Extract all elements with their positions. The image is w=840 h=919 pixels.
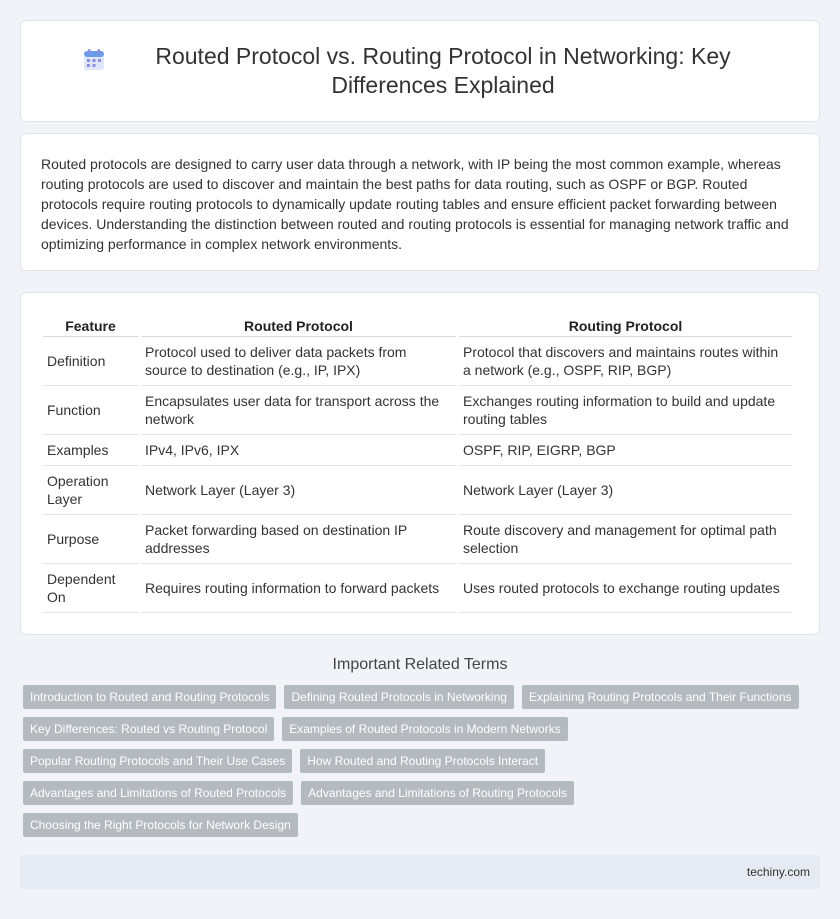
- title-wrap: [70, 42, 770, 100]
- row-feature: Dependent On: [43, 564, 138, 613]
- related-terms-section: [20, 656, 820, 845]
- related-term-tag[interactable]: Popular Routing Protocols and Their Use Cases: [23, 749, 292, 773]
- page-title: Routed Protocol vs. Routing Protocol in Networking: Key Differences Explained: [155, 43, 731, 98]
- table-row: [43, 466, 792, 515]
- row-routing: Network Layer (Layer 3): [459, 466, 792, 515]
- table-row: [43, 435, 792, 466]
- row-feature: Function: [43, 386, 138, 435]
- row-routed: Requires routing information to forward packets: [141, 564, 456, 613]
- related-term-tag[interactable]: How Routed and Routing Protocols Interact: [300, 749, 545, 773]
- related-term-tag[interactable]: Explaining Routing Protocols and Their Functions: [522, 685, 799, 709]
- related-term-tag[interactable]: Defining Routed Protocols in Networking: [284, 685, 513, 709]
- calendar-icon: [82, 48, 106, 72]
- row-routing: Uses routed protocols to exchange routing updates: [459, 564, 792, 613]
- related-term-tag[interactable]: Key Differences: Routed vs Routing Protocol: [23, 717, 274, 741]
- row-routed: Network Layer (Layer 3): [141, 466, 456, 515]
- header-feature: Feature: [43, 313, 138, 337]
- row-feature: Definition: [43, 337, 138, 386]
- row-routed: Packet forwarding based on destination IP addresses: [141, 515, 456, 564]
- title-card: [20, 20, 820, 122]
- intro-paragraph: Routed protocols are designed to carry user data through a network, with IP being the most common example, whereas routing protocols are used to discover and maintain the best paths for data routing, such as OSPF or BGP. Routed protocols require routing protocols to dynamically update routing tables and ensure efficient packet forwarding between devices. Understanding the distinction between routed and routing protocols is essential for managing network traffic and optimizing performance in complex network environments.: [41, 156, 789, 252]
- row-routing: Exchanges routing information to build and update routing tables: [459, 386, 792, 435]
- row-routing: OSPF, RIP, EIGRP, BGP: [459, 435, 792, 466]
- footer: [20, 855, 820, 889]
- comparison-card: [20, 292, 820, 635]
- row-routed: IPv4, IPv6, IPX: [141, 435, 456, 466]
- row-routed: Encapsulates user data for transport across the network: [141, 386, 456, 435]
- footer-site-name[interactable]: techiny.com: [746, 865, 810, 879]
- related-terms-heading: Important Related Terms: [332, 656, 508, 673]
- table-header-row: [43, 313, 792, 337]
- related-term-tag[interactable]: Choosing the Right Protocols for Network Design: [23, 813, 298, 837]
- table-row: [43, 386, 792, 435]
- row-routing: Route discovery and management for optimal path selection: [459, 515, 792, 564]
- row-routing: Protocol that discovers and maintains routes within a network (e.g., OSPF, RIP, BGP): [459, 337, 792, 386]
- comparison-table: [40, 313, 795, 613]
- table-row: [43, 564, 792, 613]
- table-row: [43, 515, 792, 564]
- row-feature: Purpose: [43, 515, 138, 564]
- row-routed: Protocol used to deliver data packets from source to destination (e.g., IP, IPX): [141, 337, 456, 386]
- related-term-tag[interactable]: Advantages and Limitations of Routing Protocols: [301, 781, 574, 805]
- row-feature: Examples: [43, 435, 138, 466]
- table-row: [43, 337, 792, 386]
- row-feature: Operation Layer: [43, 466, 138, 515]
- header-routed: Routed Protocol: [141, 313, 456, 337]
- related-term-tag[interactable]: Introduction to Routed and Routing Protocols: [23, 685, 276, 709]
- related-term-tag[interactable]: Examples of Routed Protocols in Modern Networks: [282, 717, 567, 741]
- related-terms-list: [20, 685, 820, 845]
- intro-card: [20, 133, 820, 271]
- header-routing: Routing Protocol: [459, 313, 792, 337]
- related-term-tag[interactable]: Advantages and Limitations of Routed Protocols: [23, 781, 293, 805]
